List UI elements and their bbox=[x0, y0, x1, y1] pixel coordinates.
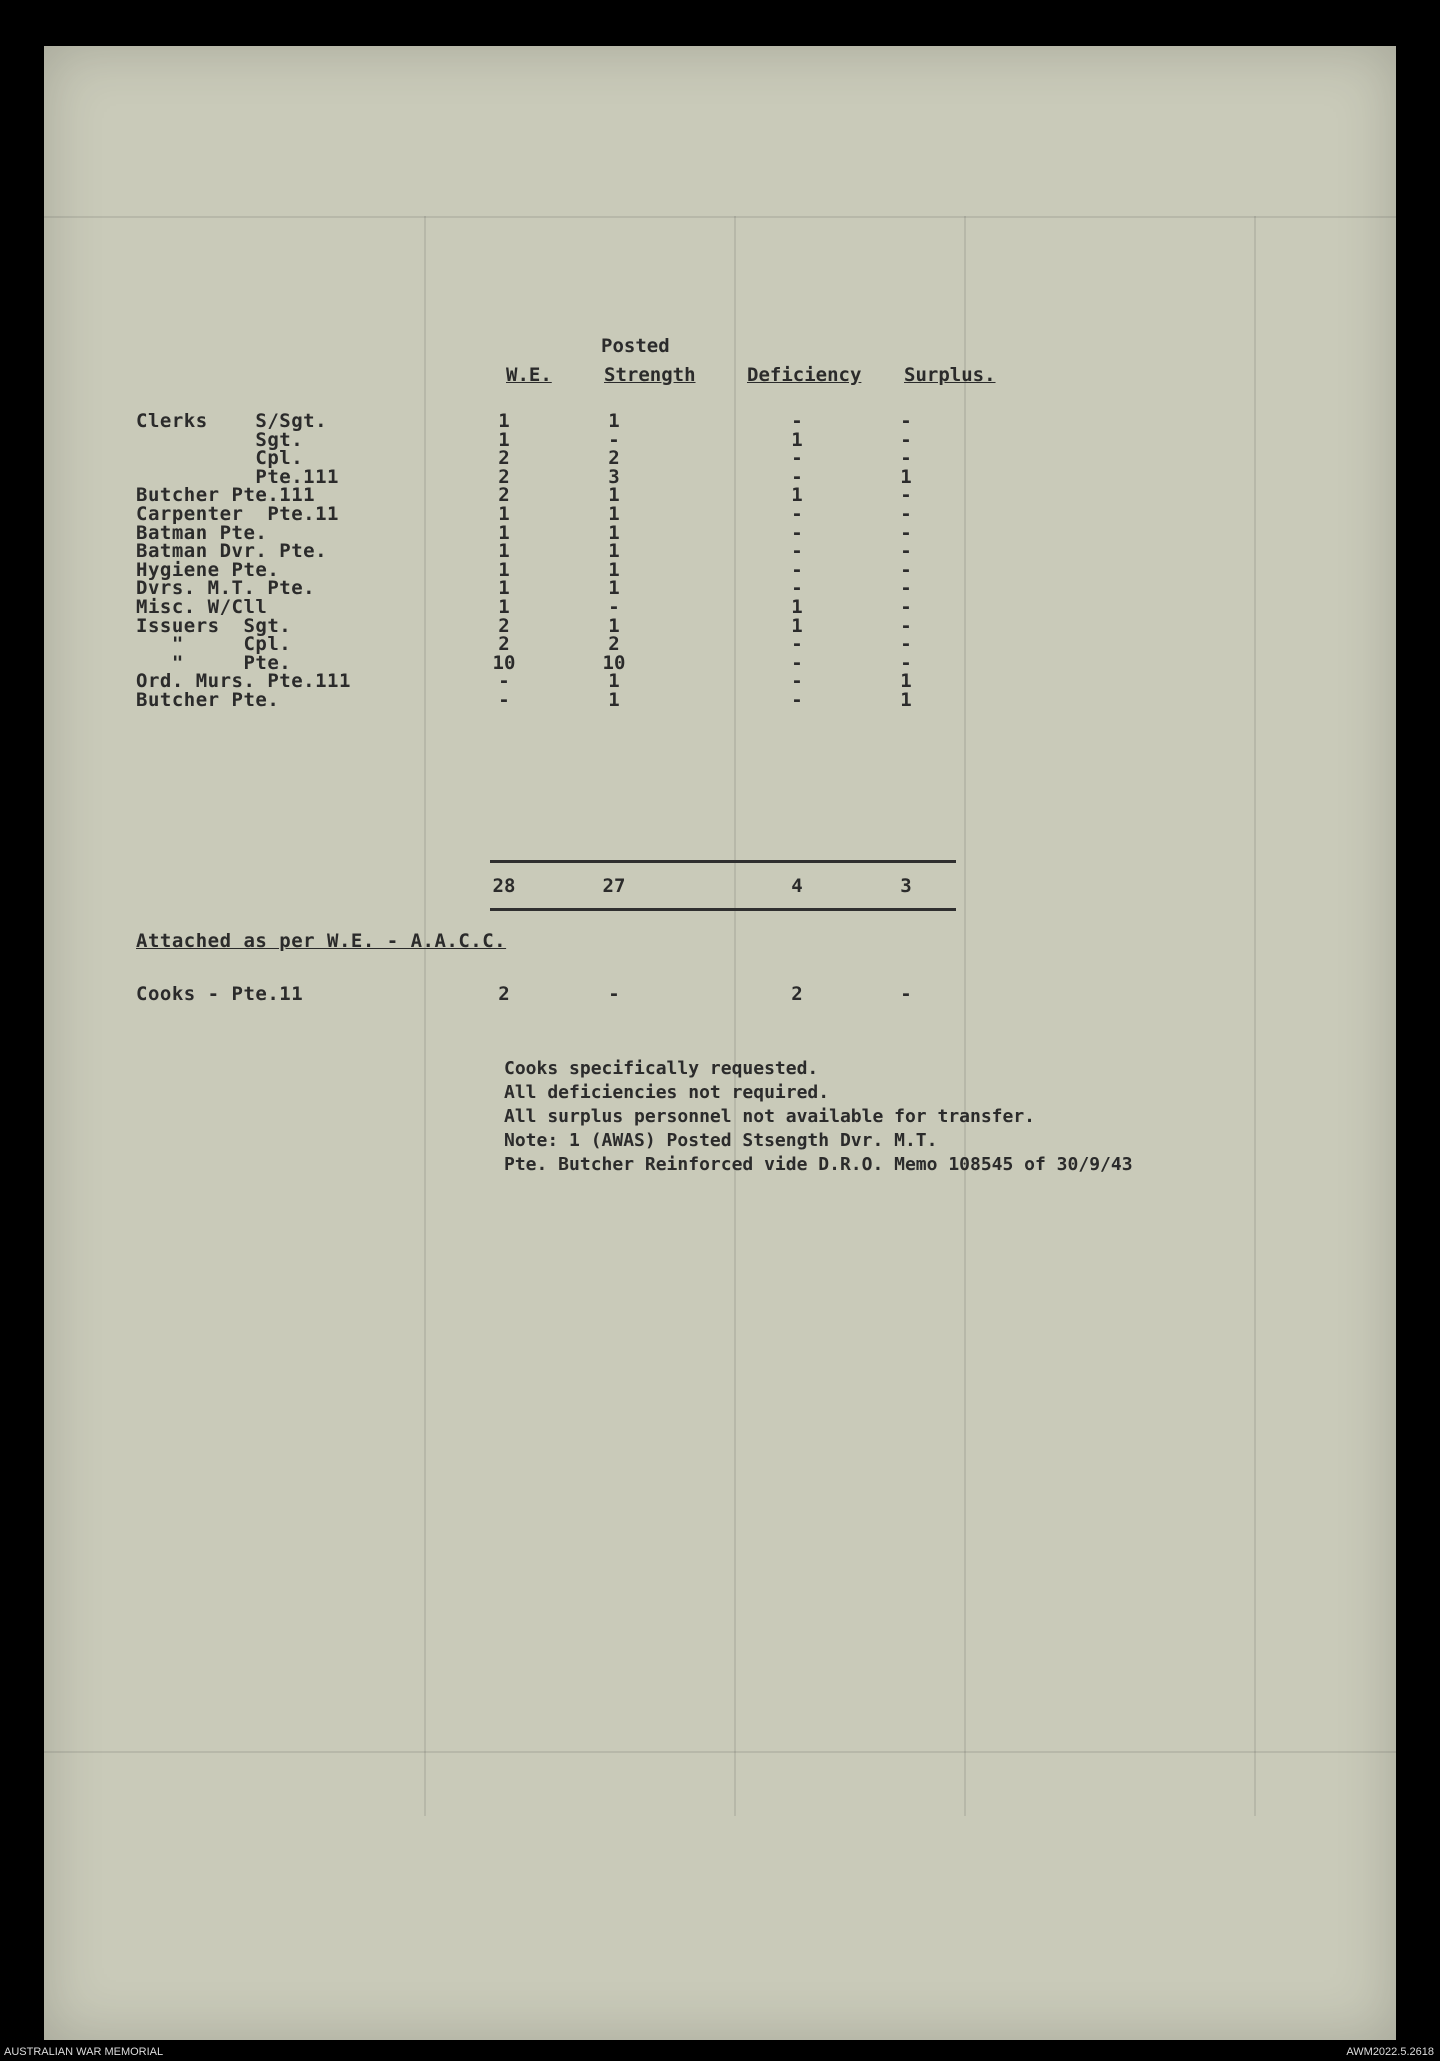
row-we-cell: 1 bbox=[498, 596, 510, 618]
row-sur-cell: - bbox=[900, 651, 912, 674]
row-label: Dvrs. M.T. Pte. bbox=[136, 577, 316, 600]
header-posted-line2: Strength bbox=[604, 364, 696, 386]
note-line: All surplus personnel not available for transfer. bbox=[504, 1106, 1036, 1127]
row-sur-cell: - bbox=[900, 558, 912, 581]
row-label: Butcher Pte.111 bbox=[136, 484, 316, 507]
row-def-cell: - bbox=[791, 521, 803, 544]
attached-deficiency: 2 bbox=[791, 983, 803, 1005]
row-def-cell: - bbox=[791, 410, 803, 432]
row-def-cell: - bbox=[791, 689, 803, 711]
note-line: Note: 1 (AWAS) Posted Stsength Dvr. M.T. bbox=[504, 1130, 938, 1151]
row-def-cell: 1 bbox=[791, 596, 803, 618]
row-posted-cell: 3 bbox=[608, 465, 620, 488]
archive-reference: AWM2022.5.2618 bbox=[1346, 2046, 1434, 2058]
note-line: Pte. Butcher Reinforced vide D.R.O. Memo 108545 of 30/9/43 bbox=[504, 1154, 1133, 1175]
row-posted-cell: 1 bbox=[608, 503, 620, 525]
bleed-through-rule bbox=[964, 216, 966, 1816]
row-we-cell: 10 bbox=[492, 651, 516, 674]
row-we-cell: - bbox=[498, 670, 510, 693]
row-we-cell: 1 bbox=[498, 410, 510, 432]
row-posted-cell: 1 bbox=[608, 484, 620, 507]
bleed-through-rule bbox=[44, 216, 1396, 218]
row-sur-cell: - bbox=[900, 614, 912, 637]
row-sur-cell: - bbox=[900, 484, 912, 507]
total-surplus: 3 bbox=[900, 875, 912, 897]
row-label: Pte.111 bbox=[136, 465, 339, 488]
row-posted-cell: 10 bbox=[602, 651, 626, 674]
row-we-cell: 2 bbox=[498, 633, 510, 656]
row-posted-cell: 2 bbox=[608, 447, 620, 470]
row-sur-cell: - bbox=[900, 503, 912, 525]
row-posted-cell: - bbox=[608, 596, 620, 618]
row-posted-cell: 1 bbox=[608, 521, 620, 544]
row-we-cell: 2 bbox=[498, 484, 510, 507]
row-def-cell: - bbox=[791, 558, 803, 581]
archive-caption-bar bbox=[0, 2040, 1440, 2061]
row-label: Butcher Pte. bbox=[136, 689, 280, 711]
attached-heading: Attached as per W.E. - A.A.C.C. bbox=[136, 930, 507, 952]
row-label: Hygiene Pte. bbox=[136, 558, 280, 581]
row-label: " Cpl. bbox=[136, 633, 292, 656]
attached-surplus: - bbox=[900, 983, 912, 1005]
row-def-cell: - bbox=[791, 633, 803, 656]
header-we: W.E. bbox=[506, 364, 552, 386]
row-label: Issuers Sgt. bbox=[136, 614, 292, 637]
bleed-through-rule bbox=[1254, 216, 1256, 1816]
header-surplus: Surplus. bbox=[904, 364, 996, 386]
total-we: 28 bbox=[492, 875, 516, 897]
row-sur-cell: - bbox=[900, 540, 912, 563]
row-def-cell: - bbox=[791, 577, 803, 600]
header-posted-line1: Posted bbox=[601, 335, 670, 357]
row-posted-cell: 2 bbox=[608, 633, 620, 656]
row-label: Clerks S/Sgt. bbox=[136, 410, 328, 432]
row-posted-cell: 1 bbox=[608, 670, 620, 693]
row-def-cell: - bbox=[791, 540, 803, 563]
bleed-through-rule bbox=[424, 216, 426, 1816]
row-label: Batman Dvr. Pte. bbox=[136, 540, 328, 563]
row-def-cell: 1 bbox=[791, 484, 803, 507]
row-we-cell: 2 bbox=[498, 447, 510, 470]
row-label: " Pte. bbox=[136, 651, 292, 674]
row-we-cell: 1 bbox=[498, 577, 510, 600]
row-sur-cell: - bbox=[900, 521, 912, 544]
row-we-cell: - bbox=[498, 689, 510, 711]
row-we-cell: 1 bbox=[498, 521, 510, 544]
row-label: Carpenter Pte.11 bbox=[136, 503, 339, 525]
row-sur-cell: - bbox=[900, 596, 912, 618]
row-sur-cell: - bbox=[900, 428, 912, 451]
row-def-cell: 1 bbox=[791, 614, 803, 637]
row-sur-cell: - bbox=[900, 577, 912, 600]
row-def-cell: - bbox=[791, 465, 803, 488]
row-posted-cell: 1 bbox=[608, 410, 620, 432]
row-def-cell: - bbox=[791, 651, 803, 674]
row-posted-cell: 1 bbox=[608, 614, 620, 637]
bleed-through-rule bbox=[44, 1751, 1396, 1753]
row-posted-cell: - bbox=[608, 428, 620, 451]
attached-posted: - bbox=[608, 983, 620, 1005]
row-def-cell: - bbox=[791, 503, 803, 525]
row-def-cell: - bbox=[791, 670, 803, 693]
row-we-cell: 1 bbox=[498, 558, 510, 581]
row-posted-cell: 1 bbox=[608, 540, 620, 563]
totals-bottom-rule bbox=[490, 908, 956, 911]
row-sur-cell: 1 bbox=[900, 465, 912, 488]
attached-row-label: Cooks - Pte.11 bbox=[136, 983, 304, 1005]
totals-top-rule bbox=[490, 860, 956, 863]
row-sur-cell: - bbox=[900, 633, 912, 656]
attached-we: 2 bbox=[498, 983, 510, 1005]
row-posted-cell: 1 bbox=[608, 558, 620, 581]
row-we-cell: 1 bbox=[498, 503, 510, 525]
row-posted-cell: 1 bbox=[608, 577, 620, 600]
note-line: Cooks specifically requested. bbox=[504, 1058, 819, 1079]
row-label: Batman Pte. bbox=[136, 521, 268, 544]
bleed-through-rule bbox=[734, 216, 736, 1816]
row-sur-cell: - bbox=[900, 410, 912, 432]
row-sur-cell: - bbox=[900, 447, 912, 470]
row-we-cell: 1 bbox=[498, 540, 510, 563]
row-label: Misc. W/Cll bbox=[136, 596, 268, 618]
row-label: Cpl. bbox=[136, 447, 304, 470]
header-deficiency: Deficiency bbox=[747, 364, 862, 386]
row-sur-cell: 1 bbox=[900, 670, 912, 693]
row-label: Sgt. bbox=[136, 428, 304, 451]
row-sur-cell: 1 bbox=[900, 689, 912, 711]
row-we-cell: 2 bbox=[498, 614, 510, 637]
row-we-cell: 1 bbox=[498, 428, 510, 451]
archive-name: AUSTRALIAN WAR MEMORIAL bbox=[4, 2046, 164, 2058]
total-deficiency: 4 bbox=[791, 875, 803, 897]
document-page bbox=[44, 46, 1396, 2040]
row-posted-cell: 1 bbox=[608, 689, 620, 711]
row-we-cell: 2 bbox=[498, 465, 510, 488]
row-def-cell: - bbox=[791, 447, 803, 470]
row-def-cell: 1 bbox=[791, 428, 803, 451]
total-posted: 27 bbox=[602, 875, 626, 897]
note-line: All deficiencies not required. bbox=[504, 1082, 830, 1103]
row-label: Ord. Murs. Pte.111 bbox=[136, 670, 351, 693]
